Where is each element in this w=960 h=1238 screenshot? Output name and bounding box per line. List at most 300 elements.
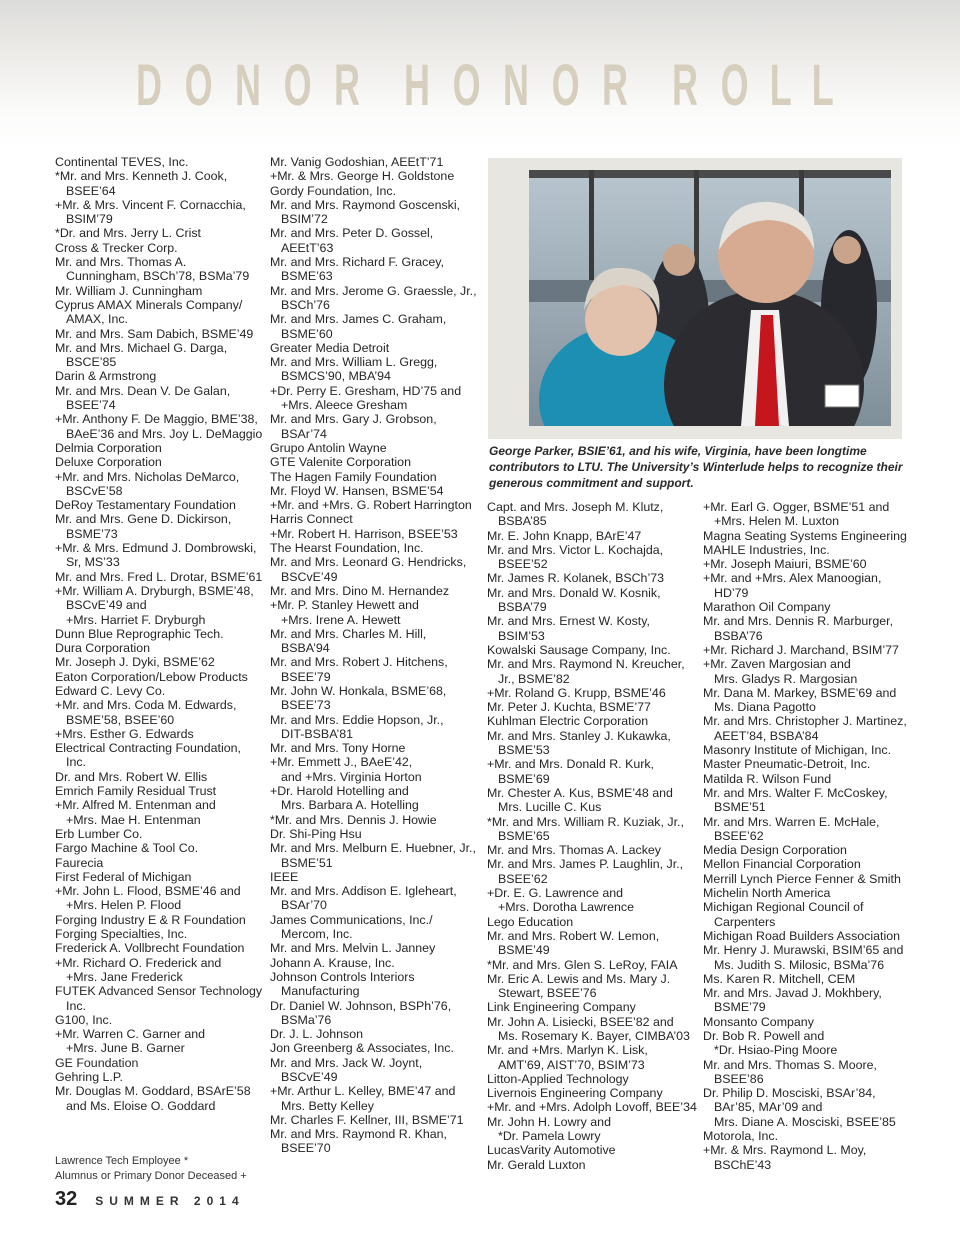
title-letter: R [672, 52, 699, 118]
donor-entry [487, 1100, 702, 1114]
donor-continuation-line: BSEE’74 [66, 398, 116, 413]
donor-name-line: Mr. and Mrs. Peter D. Gossel, [270, 226, 434, 241]
donor-name-line: Deluxe Corporation [55, 455, 162, 470]
donor-name-line: Michigan Road Builders Association [703, 928, 900, 943]
donor-entry [703, 857, 918, 871]
donor-name-line: DeRoy Testamentary Foundation [55, 498, 236, 513]
donor-name-line: +Mr. and Mrs. Donald R. Kurk, [487, 757, 654, 772]
donor-continuation-line: BSEE’62 [498, 871, 548, 886]
donor-entry [55, 341, 270, 370]
donor-entry [703, 815, 918, 844]
donor-name-line: GTE Valenite Corporation [270, 455, 411, 470]
donor-entry [270, 741, 485, 755]
donor-entry [703, 929, 918, 943]
donor-entry [270, 498, 485, 512]
donor-continuation-line: Ms. Rosemary K. Bayer, CIMBA’03 [498, 1028, 690, 1043]
donor-continuation-line: BSCvE’49 and [66, 598, 147, 613]
donor-name-line: Mr. and Mrs. James C. Graham, [270, 312, 447, 327]
donor-name-line: *Mr. and Mrs. Glen S. LeRoy, FAIA [487, 957, 678, 972]
donor-continuation-line: AMAX, Inc. [66, 312, 128, 327]
donor-entry [270, 255, 485, 284]
donor-continuation-line: *Dr. Pamela Lowry [498, 1129, 601, 1144]
donor-name-line: Mr. Vanig Godoshian, AEEtT’71 [270, 155, 444, 169]
donor-continuation-line: BSEE’52 [498, 557, 548, 572]
donor-name-line: Litton-Applied Technology [487, 1071, 629, 1086]
donor-entry [703, 1086, 918, 1129]
donor-entry [270, 312, 485, 341]
donor-name-line: +Dr. Harold Hotelling and [270, 784, 409, 799]
donor-name-line: +Dr. Perry E. Gresham, HD’75 and [270, 383, 462, 398]
donor-entry [55, 770, 270, 784]
donor-entry [270, 598, 485, 627]
donor-name-line: +Mr. Richard J. Marchand, BSIM’77 [703, 642, 899, 657]
donor-entry [270, 627, 485, 656]
donor-name-line: Dr. Philip D. Mosciski, BSAr’84, [703, 1086, 876, 1101]
donor-entry [55, 1027, 270, 1056]
donor-name-line: Eaton Corporation/Lebow Products [55, 669, 248, 684]
donor-entry [703, 872, 918, 886]
donor-entry [487, 1143, 702, 1157]
title-letter: O [283, 52, 312, 118]
donor-entry [487, 1043, 702, 1072]
donor-entry [487, 929, 702, 958]
title-letter: H [404, 52, 430, 118]
donor-photo-image [529, 170, 891, 426]
donor-continuation-line: BSEE’64 [66, 183, 116, 198]
donor-entry [487, 700, 702, 714]
donor-continuation-line: BSEE’62 [714, 828, 764, 843]
donor-entry [55, 570, 270, 584]
donor-name-line: Mr. and Mrs. William L. Gregg, [270, 355, 438, 370]
donor-name-line: Mr. and Mrs. Eddie Hopson, Jr., [270, 712, 444, 727]
photo-caption: George Parker, BSIE’61, and his wife, Virginia, have been longtime contributors to LTU. The University’s Winterlude helps to recognize their generous commitment and support. [489, 444, 903, 490]
donor-entry [55, 241, 270, 255]
donor-name-line: +Mr. P. Stanley Hewett and [270, 598, 419, 613]
donor-entry [270, 827, 485, 841]
donor-continuation-line: Inc. [66, 998, 86, 1013]
donor-column-3 [487, 500, 702, 1172]
donor-continuation-line: Mrs. Diane A. Mosciski, BSEE’85 [714, 1114, 896, 1129]
donor-entry [487, 643, 702, 657]
donor-continuation-line: Mrs. Betty Kelley [281, 1098, 374, 1113]
donor-name-line: The Hearst Foundation, Inc. [270, 541, 424, 556]
symbol-legend [55, 1154, 247, 1184]
donor-continuation-line: BSIM’72 [281, 212, 328, 227]
donor-entry [270, 1056, 485, 1085]
donor-continuation-line: BSME’73 [66, 526, 118, 541]
donor-name-line: Mr. and Mrs. Thomas A. [55, 255, 187, 270]
donor-continuation-line: BSIM’79 [66, 212, 113, 227]
donor-name-line: *Mr. and Mrs. Kenneth J. Cook, [55, 169, 228, 184]
donor-entry [703, 757, 918, 771]
donor-entry [703, 571, 918, 600]
donor-name-line: Gordy Foundation, Inc. [270, 183, 397, 198]
donor-entry [487, 1000, 702, 1014]
donor-name-line: Mr. and Mrs. Victor L. Kochajda, [487, 542, 664, 557]
donor-continuation-line: Inc. [66, 755, 86, 770]
donor-name-line: Masonry Institute of Michigan, Inc. [703, 743, 892, 758]
donor-name-line: Mr. and Mrs. Charles M. Hill, [270, 626, 427, 641]
donor-entry [487, 886, 702, 915]
donor-name-line: Mr. E. John Knapp, BArE’47 [487, 528, 642, 543]
title-letter: R [333, 52, 360, 118]
donor-name-line: Master Pneumatic-Detroit, Inc. [703, 757, 871, 772]
photo-frame [488, 158, 902, 439]
donor-entry [487, 843, 702, 857]
donor-continuation-line: Ms. Diana Pagotto [714, 700, 816, 715]
donor-continuation-line: BSME’79 [714, 1000, 766, 1015]
donor-continuation-line: and Ms. Eloise O. Goddard [66, 1098, 216, 1113]
donor-name-line: Motorola, Inc. [703, 1129, 779, 1144]
donor-name-line: Mr. and Mrs. Melburn E. Huebner, Jr., [270, 841, 476, 856]
title-letter: O [720, 52, 749, 118]
donor-name-line: First Federal of Michigan [55, 869, 192, 884]
donor-entry [270, 527, 485, 541]
donor-continuation-line: DIT-BSBA’81 [281, 726, 354, 741]
donor-continuation-line: BSCE’85 [66, 355, 117, 370]
donor-entry [55, 870, 270, 884]
donor-continuation-line: HD’79 [714, 585, 749, 600]
donor-continuation-line: Mrs. Barbara A. Hotelling [281, 798, 419, 813]
donor-name-line: +Mr. Arthur L. Kelley, BME’47 and [270, 1084, 456, 1099]
title-letter: D [135, 52, 162, 118]
donor-column-1 [55, 155, 270, 1113]
donor-entry [703, 529, 918, 543]
donor-entry [270, 512, 485, 526]
donor-name-line: Mr. and Mrs. Robert W. Lemon, [487, 928, 660, 943]
donor-entry [55, 1056, 270, 1070]
donor-entry [703, 1015, 918, 1029]
donor-name-line: Cross & Trecker Corp. [55, 240, 178, 255]
donor-continuation-line: BSCh’76 [281, 297, 330, 312]
donor-entry [270, 284, 485, 313]
donor-entry [703, 1129, 918, 1143]
donor-entry [55, 441, 270, 455]
donor-continuation-line: +Mrs. Helen P. Flood [66, 898, 182, 913]
donor-entry [270, 999, 485, 1028]
donor-continuation-line: BSIM’53 [498, 628, 545, 643]
title-letter: O [551, 52, 580, 118]
donor-continuation-line: BAeE’36 and Mrs. Joy L. DeMaggio [66, 426, 263, 441]
donor-entry [270, 784, 485, 813]
donor-entry [55, 698, 270, 727]
donor-continuation-line: +Mrs. Harriet F. Dryburgh [66, 612, 206, 627]
donor-entry [55, 741, 270, 770]
donor-entry [270, 970, 485, 999]
title-spacer [645, 52, 655, 119]
donor-entry [703, 543, 918, 557]
donor-name-line: Mr. and Mrs. Warren E. McHale, [703, 814, 880, 829]
donor-name-line: Jon Greenberg & Associates, Inc. [270, 1041, 454, 1056]
donor-continuation-line: BSAr’70 [281, 898, 327, 913]
title-letter: L [811, 52, 834, 118]
donor-entry [270, 155, 485, 169]
donor-entry [487, 915, 702, 929]
donor-entry [703, 1029, 918, 1058]
donor-entry [270, 169, 485, 183]
donor-name-line: Mr. and Mrs. Melvin L. Janney [270, 941, 436, 956]
donor-name-line: Frederick A. Vollbrecht Foundation [55, 941, 245, 956]
donor-name-line: Mr. Eric A. Lewis and Ms. Mary J. [487, 971, 671, 986]
donor-name-line: +Dr. E. G. Lawrence and [487, 886, 624, 901]
donor-entry [270, 1113, 485, 1127]
donor-continuation-line: BSME’53 [498, 743, 550, 758]
donor-name-line: Darin & Armstrong [55, 369, 157, 384]
donor-name-line: Greater Media Detroit [270, 340, 390, 355]
donor-entry [55, 155, 270, 169]
donor-name-line: Mr. Chester A. Kus, BSME’48 and [487, 785, 673, 800]
donor-name-line: Dr. Shi-Ping Hsu [270, 826, 362, 841]
donor-name-line: Mr. and Mrs. Gene D. Dickirson, [55, 512, 232, 527]
donor-continuation-line: BSME’65 [498, 828, 550, 843]
donor-entry [55, 927, 270, 941]
title-letter: O [452, 52, 481, 118]
donor-continuation-line: BSME’51 [281, 855, 333, 870]
donor-continuation-line: BSCvE’49 [281, 569, 338, 584]
donor-name-line: Mr. and Mrs. Stanley J. Kukawka, [487, 728, 671, 743]
donor-entry [487, 1158, 702, 1172]
donor-entry [55, 455, 270, 469]
donor-name-line: Marathon Oil Company [703, 600, 831, 615]
donor-continuation-line: BSBA’85 [498, 514, 547, 529]
donor-entry [703, 557, 918, 571]
donor-entry [55, 1013, 270, 1027]
donor-entry [55, 327, 270, 341]
donor-name-line: Forging Specialties, Inc. [55, 927, 188, 942]
donor-name-line: Mellon Financial Corporation [703, 857, 861, 872]
donor-entry [703, 686, 918, 715]
donor-name-line: Livernois Engineering Company [487, 1086, 663, 1101]
donor-name-line: Faurecia [55, 855, 104, 870]
donor-entry [487, 958, 702, 972]
donor-name-line: Mr. and Mrs. Jack W. Joynt, [270, 1055, 423, 1070]
title-letter: N [503, 52, 529, 118]
donor-name-line: +Mr. & Mrs. Edmund J. Dombrowski, [55, 541, 257, 556]
donor-name-line: Mr. James R. Kolanek, BSCh’73 [487, 571, 664, 586]
donor-name-line: +Mr. Robert H. Harrison, BSEE’53 [270, 526, 458, 541]
donor-continuation-line: +Mrs. Irene A. Hewett [281, 612, 401, 627]
donor-name-line: Mr. John H. Lowry and [487, 1114, 611, 1129]
donor-continuation-line: Mrs. Gladys R. Margosian [714, 671, 858, 686]
donor-name-line: +Mr. Alfred M. Entenman and [55, 798, 216, 813]
donor-name-line: Link Engineering Company [487, 1000, 636, 1015]
donor-entry [270, 1027, 485, 1041]
donor-name-line: +Mr. Emmett J., BAeE’42, [270, 755, 413, 770]
donor-name-line: Mr. John A. Lisiecki, BSEE’82 and [487, 1014, 674, 1029]
donor-entry [55, 369, 270, 383]
donor-name-line: Mr. and Mrs. Jerome G. Graessle, Jr., [270, 283, 477, 298]
donor-name-line: FUTEK Advanced Sensor Technology [55, 984, 263, 999]
donor-entry [703, 900, 918, 929]
donor-name-line: Mr. and Mrs. Sam Dabich, BSME’49 [55, 326, 254, 341]
donor-name-line: Ms. Karen R. Mitchell, CEM [703, 971, 856, 986]
donor-name-line: Mr. and Mrs. Michael G. Darga, [55, 340, 228, 355]
donor-name-line: Mr. Joseph J. Dyki, BSME’62 [55, 655, 215, 670]
donor-name-line: MAHLE Industries, Inc. [703, 542, 830, 557]
donor-continuation-line: AEEtT’63 [281, 240, 334, 255]
donor-name-line: The Hagen Family Foundation [270, 469, 437, 484]
donor-entry [270, 484, 485, 498]
donor-name-line: Mr. and Mrs. Leonard G. Hendricks, [270, 555, 467, 570]
issue-label: SUMMER 2014 [95, 1194, 245, 1208]
donor-name-line: Mr. and Mrs. Donald W. Kosnik, [487, 585, 661, 600]
donor-continuation-line: Ms. Judith S. Milosic, BSMa’76 [714, 957, 885, 972]
donor-continuation-line: BSAr’74 [281, 426, 327, 441]
donor-name-line: Mr. and Mrs. Dean V. De Galan, [55, 383, 231, 398]
donor-entry [487, 1072, 702, 1086]
donor-entry [487, 1086, 702, 1100]
donor-continuation-line: Cunningham, BSCh’78, BSMa’79 [66, 269, 250, 284]
donor-name-line: Mr. Gerald Luxton [487, 1157, 586, 1172]
donor-name-line: Mr. and Mrs. Dino M. Hernandez [270, 583, 450, 598]
donor-entry [270, 455, 485, 469]
donor-continuation-line: Stewart, BSEE’76 [498, 986, 597, 1001]
donor-entry [703, 772, 918, 786]
donor-name-line: +Mr. William A. Dryburgh, BSME’48, [55, 583, 254, 598]
donor-name-line: Dunn Blue Reprographic Tech. [55, 626, 224, 641]
donor-name-line: Mr. and Mrs. Thomas S. Moore, [703, 1057, 877, 1072]
donor-name-line: Forging Industry E & R Foundation [55, 912, 246, 927]
donor-continuation-line: *Dr. Hsiao-Ping Moore [714, 1043, 838, 1058]
donor-entry [55, 169, 270, 198]
donor-entry [270, 341, 485, 355]
donor-continuation-line: Jr., BSME’82 [498, 671, 570, 686]
donor-name-line: Mr. Dana M. Markey, BSME’69 and [703, 685, 897, 700]
donor-name-line: +Mr. & Mrs. Raymond L. Moy, [703, 1143, 867, 1158]
donor-entry [270, 956, 485, 970]
donor-continuation-line: BSMa’76 [281, 1012, 332, 1027]
donor-entry [55, 941, 270, 955]
donor-name-line: Johann A. Krause, Inc. [270, 955, 395, 970]
title-letter: O [184, 52, 213, 118]
donor-continuation-line: +Mrs. Jane Frederick [66, 969, 183, 984]
donor-continuation-line: BSME’60 [281, 326, 333, 341]
donor-entry [270, 1041, 485, 1055]
donor-entry [703, 600, 918, 614]
donor-continuation-line: BSCvE’58 [66, 483, 123, 498]
donor-entry [55, 727, 270, 741]
donor-continuation-line: Mrs. Lucille C. Kus [498, 800, 602, 815]
donor-name-line: Media Design Corporation [703, 843, 847, 858]
donor-entry [55, 198, 270, 227]
donor-name-line: Mr. Charles F. Kellner, III, BSME’71 [270, 1112, 464, 1127]
donor-name-line: Mr. and Mrs. Javad J. Mokhbery, [703, 986, 882, 1001]
donor-continuation-line: Manufacturing [281, 984, 360, 999]
donor-name-line: Fargo Machine & Tool Co. [55, 841, 199, 856]
donor-name-line: Mr. and Mrs. Dennis R. Marburger, [703, 614, 894, 629]
donor-entry [270, 412, 485, 441]
donor-name-line: *Mr. and Mrs. William R. Kuziak, Jr., [487, 814, 684, 829]
donor-name-line: Mr. William J. Cunningham [55, 283, 203, 298]
donor-continuation-line: and +Mrs. Virginia Horton [281, 769, 422, 784]
donor-entry [55, 670, 270, 684]
donor-entry [487, 614, 702, 643]
donor-entry [270, 355, 485, 384]
donor-entry [55, 784, 270, 798]
donor-entry [55, 913, 270, 927]
donor-name-line: Mr. and Mrs. Raymond Goscenski, [270, 197, 461, 212]
donor-name-line: +Mr. Joseph Maiuri, BSME’60 [703, 557, 867, 572]
donor-entry [270, 470, 485, 484]
donor-continuation-line: BSMCS’90, MBA’94 [281, 369, 391, 384]
donor-name-line: +Mr. and Mrs. Coda M. Edwards, [55, 698, 237, 713]
donor-entry [55, 1084, 270, 1113]
donor-entry [55, 984, 270, 1013]
donor-name-line: +Mr. & Mrs. Vincent F. Cornacchia, [55, 197, 246, 212]
donor-entry [55, 684, 270, 698]
donor-name-line: Mr. and Mrs. Tony Horne [270, 741, 406, 756]
donor-entry [55, 255, 270, 284]
donor-name-line: Michigan Regional Council of [703, 900, 864, 915]
donor-name-line: Mr. Douglas M. Goddard, BSArE’58 [55, 1084, 251, 1099]
donor-entry [270, 1127, 485, 1156]
donor-entry [270, 870, 485, 884]
donor-continuation-line: BSME’49 [498, 943, 550, 958]
donor-name-line: Dr. J. L. Johnson [270, 1027, 363, 1042]
donor-entry [270, 841, 485, 870]
donor-entry [270, 441, 485, 455]
donor-name-line: Electrical Contracting Foundation, [55, 741, 241, 756]
donor-entry [270, 941, 485, 955]
donor-continuation-line: AMT’69, AIST’70, BSIM’73 [498, 1057, 645, 1072]
donor-name-line: +Mr. Anthony F. De Maggio, BME’38, [55, 412, 258, 427]
donor-continuation-line: Sr, MS’33 [66, 555, 120, 570]
donor-name-line: Dr. and Mrs. Robert W. Ellis [55, 769, 208, 784]
donor-column-4 [703, 500, 918, 1172]
donor-entry [55, 841, 270, 855]
donor-name-line: LucasVarity Automotive [487, 1143, 616, 1158]
donor-name-line: Capt. and Mrs. Joseph M. Klutz, [487, 500, 664, 514]
donor-name-line: *Mr. and Mrs. Dennis J. Howie [270, 812, 437, 827]
donor-entry [703, 943, 918, 972]
donor-name-line: +Mr. and +Mrs. Adolph Lovoff, BEE’34 [487, 1100, 697, 1115]
donor-entry [270, 1084, 485, 1113]
donor-name-line: Johnson Controls Interiors [270, 969, 415, 984]
donor-entry [55, 284, 270, 298]
donor-continuation-line: BSME’58, BSEE’60 [66, 712, 175, 727]
donor-name-line: Mr. and Mrs. Ernest W. Kosty, [487, 614, 650, 629]
donor-continuation-line: Carpenters [714, 914, 776, 929]
donor-entry [55, 856, 270, 870]
donor-entry [55, 584, 270, 627]
donor-entry [487, 786, 702, 815]
donor-name-line: Gehring L.P. [55, 1070, 123, 1084]
page-title [128, 50, 840, 120]
donor-entry [487, 586, 702, 615]
donor-entry [703, 614, 918, 643]
donor-entry [270, 198, 485, 227]
donor-continuation-line: AEET’84, BSBA’84 [714, 728, 819, 743]
donor-name-line: Mr. and +Mrs. Marlyn K. Lisk, [487, 1043, 648, 1058]
donor-name-line: Mr. Henry J. Murawski, BSIM’65 and [703, 943, 904, 958]
donor-entry [487, 657, 702, 686]
donor-name-line: +Mr. and Mrs. Nicholas DeMarco, [55, 469, 240, 484]
donor-name-line: Dr. Daniel W. Johnson, BSPh’76, [270, 998, 452, 1013]
donor-name-line: Dr. Bob R. Powell and [703, 1028, 825, 1043]
donor-entry [703, 1143, 918, 1172]
donor-entry [55, 655, 270, 669]
donor-name-line: Merrill Lynch Pierce Fenner & Smith [703, 871, 901, 886]
donor-entry [487, 714, 702, 728]
donor-name-line: GE Foundation [55, 1055, 139, 1070]
donor-name-line: Mr. and Mrs. Raymond R. Khan, [270, 1127, 447, 1142]
donor-name-line: Magna Seating Systems Engineering [703, 528, 907, 543]
donor-name-line: Michelin North America [703, 886, 831, 901]
donor-name-line: Kowalski Sausage Company, Inc. [487, 642, 671, 657]
donor-name-line: Grupo Antolin Wayne [270, 440, 387, 455]
donor-name-line: +Mr. Warren C. Garner and [55, 1027, 205, 1042]
donor-entry [703, 1058, 918, 1087]
